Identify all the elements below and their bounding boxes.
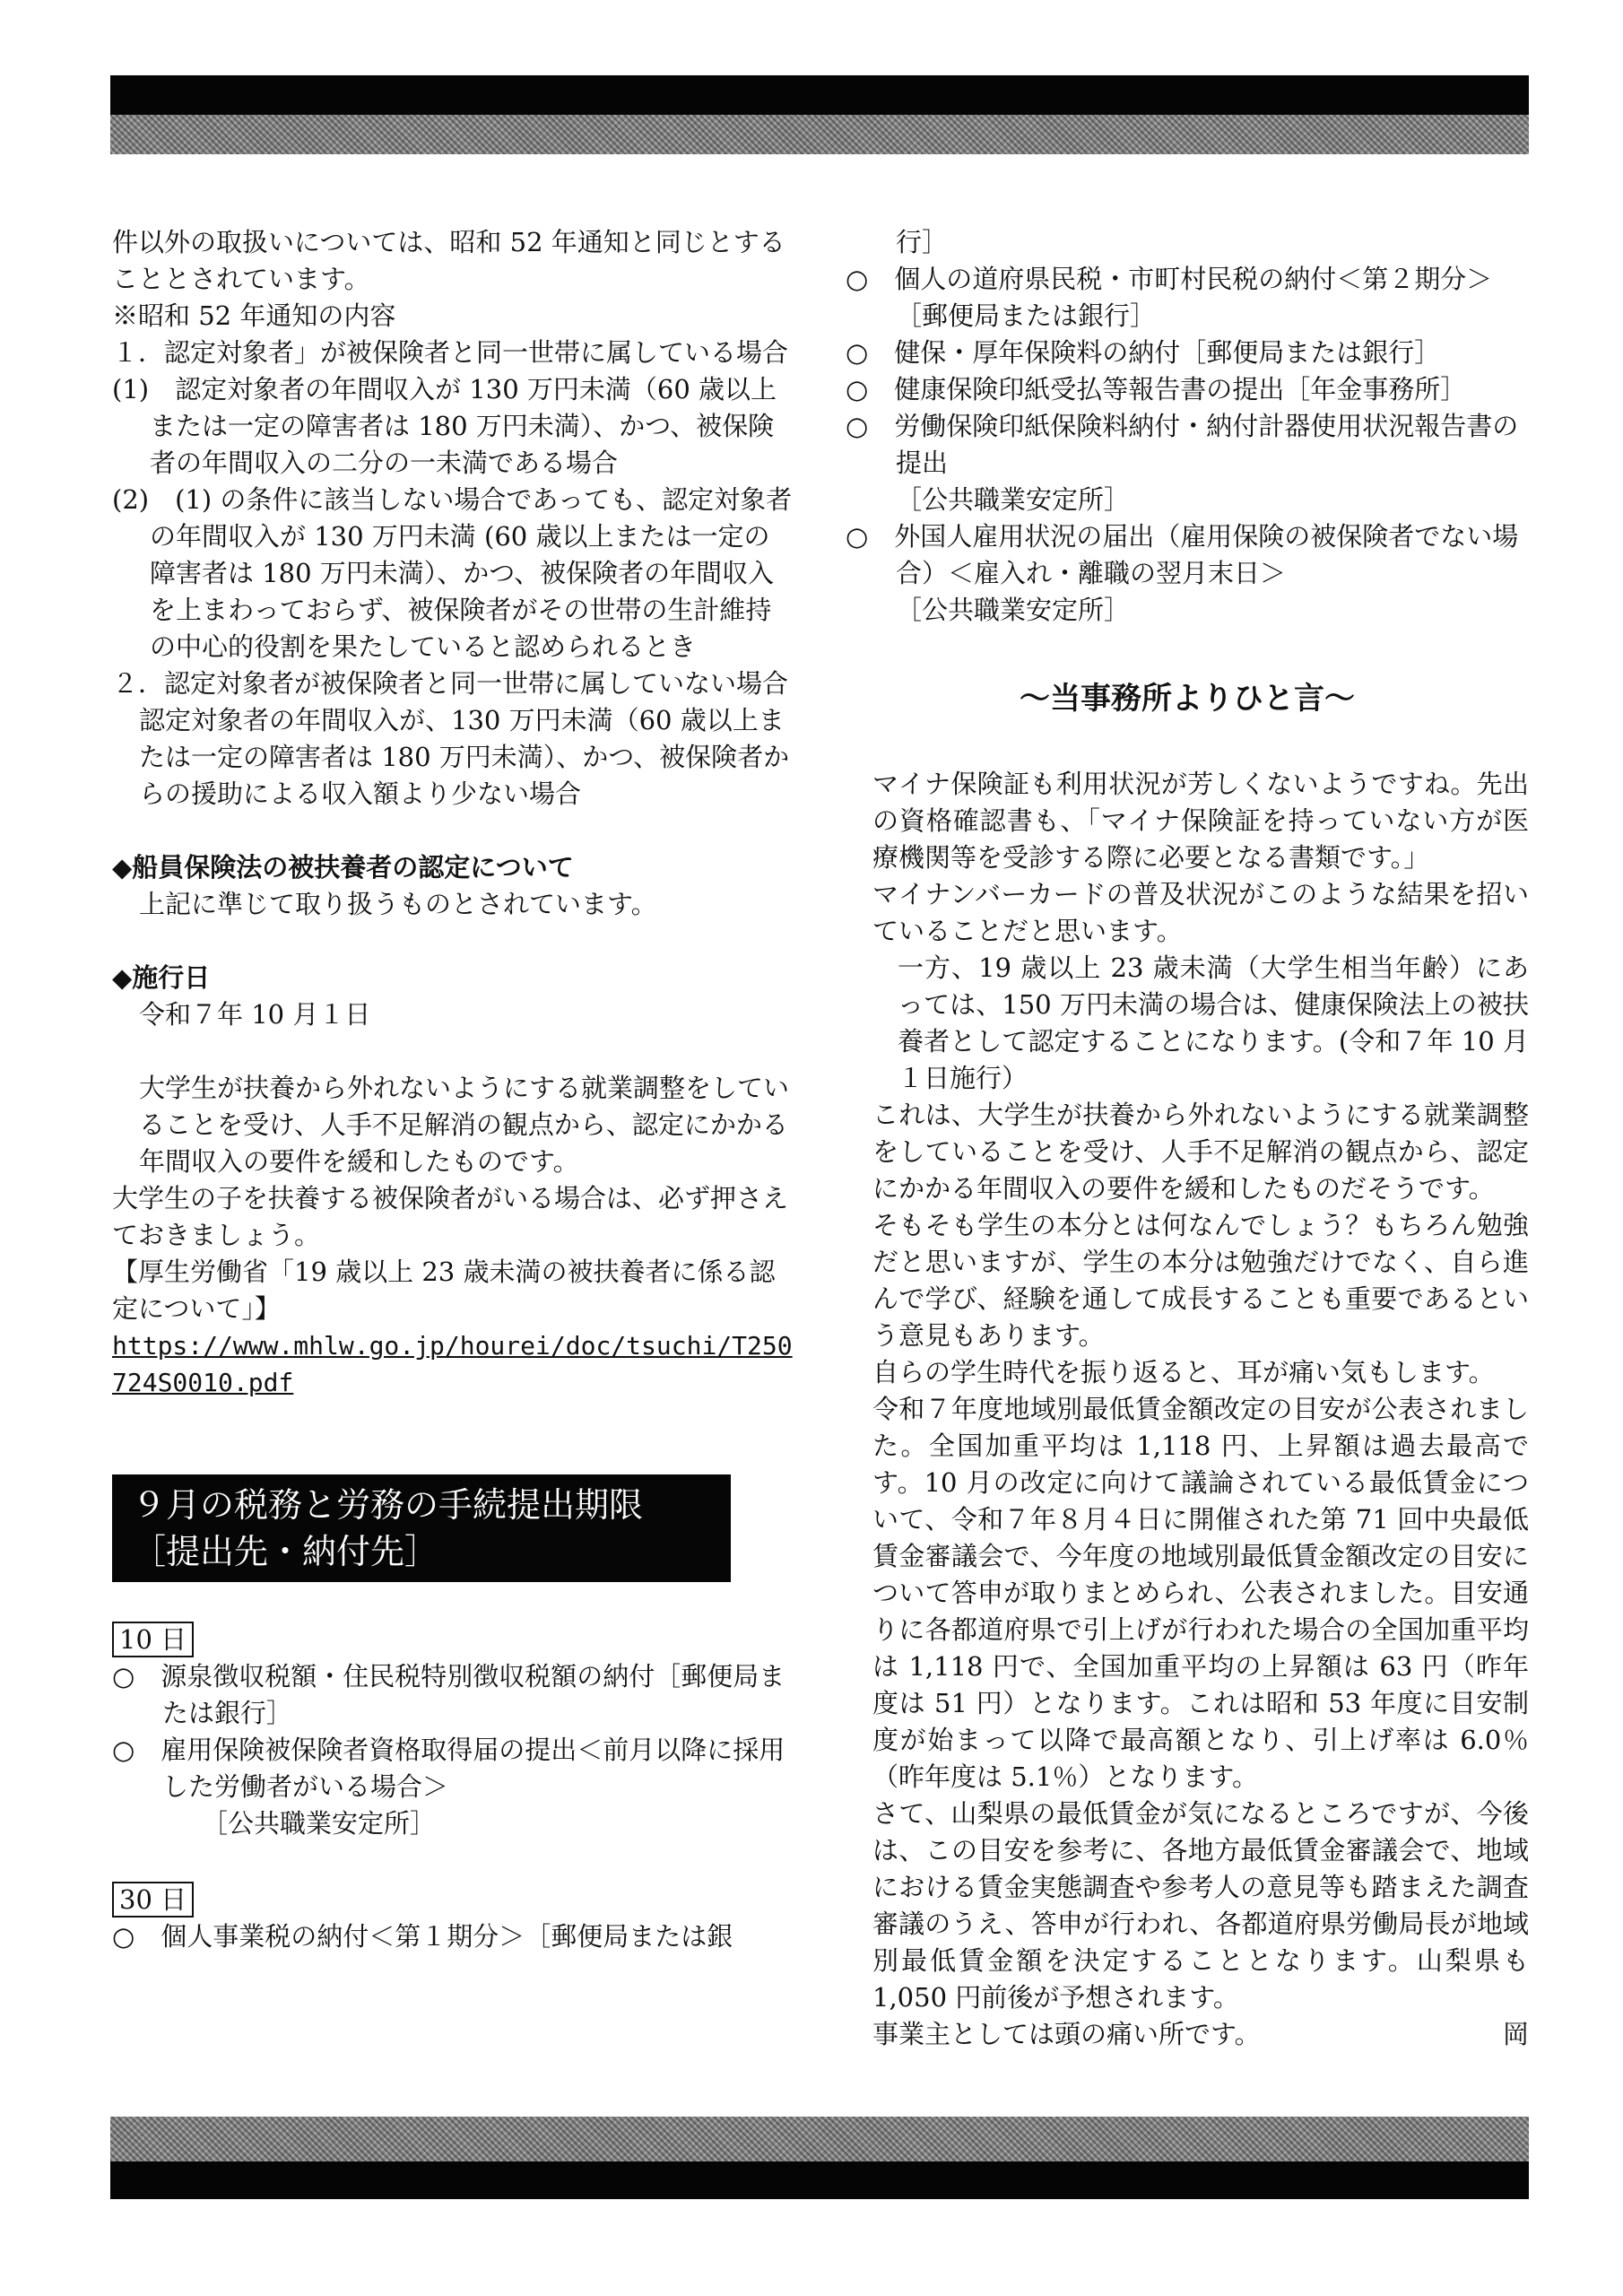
left-column xyxy=(112,224,794,1955)
deadline-item-30-1-continued: 行］ xyxy=(896,227,949,257)
footer-decorative-band xyxy=(110,2117,1529,2199)
closing-line xyxy=(846,2016,1529,2053)
seaman-insurance-heading: ◆船員保険法の被扶養者の認定について xyxy=(112,852,574,883)
condition-1-item-1: (1) 認定対象者の年間収入が 130 万円未満（60 歳以上または一定の障害者は 180 万円未満）、かつ、被保険者の年間収入の二分の一未満である場合 xyxy=(112,374,777,478)
header-band-dark-stripe xyxy=(110,75,1529,115)
closing-text: 事業主としては頭の痛い所です。 xyxy=(872,2019,1261,2049)
deadline-title-line-1: ９月の税務と労務の手続提出期限 xyxy=(132,1485,644,1525)
note-label: ※昭和 52 年通知の内容 xyxy=(112,300,396,331)
enforcement-date: 令和７年 10 月１日 xyxy=(139,999,371,1030)
deadline-item-30-6: ○ 外国人雇用状況の届出（雇用保険の被保険者でない場合）＜雇入れ・離職の翌月末日＞ xyxy=(846,521,1519,588)
message-paragraph-6: 自らの学生時代を振り返ると、耳が痛い気もします。 xyxy=(872,1357,1495,1387)
right-column xyxy=(846,224,1529,2053)
deadline-item-30-2: ○ 個人の道府県民税・市町村民税の納付＜第２期分＞［郵便局または銀行］ xyxy=(846,264,1493,331)
deadline-item-30-6-destination: ［公共職業安定所］ xyxy=(896,595,1131,625)
message-paragraph-3: 一方、19 歳以上 23 歳未満（大学生相当年齢）にあっては、150 万円未満の場合は、健康保険法上の被扶養者として認定することになります。(令和７年 10 月１日施行） xyxy=(898,952,1529,1093)
deadline-item-30-3: ○ 健保・厚年保険料の納付［郵便局または銀行］ xyxy=(846,337,1441,368)
message-paragraph-5: そもそも学生の本分とは何なんでしょう？もちろん勉強だと思いますが、学生の本分は勉強だけでなく、自ら進んで学び、経験を通して成長することも重要であるという意見もあります。 xyxy=(872,1210,1529,1351)
footer-band-dark-stripe xyxy=(110,2161,1529,2199)
summary-note: 大学生の子を扶養する被保険者がいる場合は、必ず押さえておきましょう。 xyxy=(112,1183,789,1250)
condition-1-heading: １．認定対象者」が被保険者と同一世帯に属している場合 xyxy=(112,337,789,368)
message-paragraph-4: これは、大学生が扶養から外れないようにする就業調整をしていることを受け、人手不足解消の観点から、認定にかかる年間収入の要件を緩和したものだそうです。 xyxy=(872,1100,1529,1204)
deadline-item-10-2: ○ 雇用保険被保険者資格取得届の提出＜前月以降に採用した労働者がいる場合＞ xyxy=(112,1735,785,1802)
deadline-item-30-4: ○ 健康保険印紙受払等報告書の提出［年金事務所］ xyxy=(846,374,1467,404)
message-paragraph-2: マイナンバーカードの普及状況がこのような結果を招いていることだと思います。 xyxy=(872,879,1529,946)
office-message-heading: ～当事務所よりひと言～ xyxy=(1020,681,1355,717)
left-paragraph-1: 件以外の取扱いについては、昭和 52 年通知と同じとすることとされています。 xyxy=(112,227,785,294)
deadline-section-title xyxy=(112,1474,731,1582)
message-paragraph-8: さて、山梨県の最低賃金が気になるところですが、今後は、この目安を参考に、各地方最低賃金審議会で、地域における賃金実態調査や参考人の意見等も踏まえた調査審議のうえ、答申が行われ、各都道府県労働局長が地域別最低賃金額を決定することとなります。山梨県も 1,050 円前後が予想されます。 xyxy=(872,1798,1529,2013)
date-box-30: 30 日 xyxy=(112,1882,194,1918)
deadline-item-30-5: ○ 労働保険印紙保険料納付・納付計器使用状況報告書の提出 xyxy=(846,411,1519,478)
header-decorative-band xyxy=(110,75,1529,154)
deadline-item-30-1: ○ 個人事業税の納付＜第１期分＞［郵便局または銀 xyxy=(112,1921,733,1952)
deadline-item-10-2-destination: ［公共職業安定所］ xyxy=(202,1808,437,1839)
enforcement-heading: ◆施行日 xyxy=(112,962,211,993)
deadline-title-line-2: ［提出先・納付先］ xyxy=(132,1532,439,1571)
deadline-item-10-1: ○ 源泉徴収税額・住民税特別徴収税額の納付［郵便局または銀行］ xyxy=(112,1661,785,1728)
condition-2-body: 認定対象者の年間収入が、130 万円未満（60 歳以上または一定の障害者は 180 万円未満）、かつ、被保険者からの援助による収入額より少ない場合 xyxy=(139,705,790,809)
reference-title: 【厚生労働省「19 歳以上 23 歳未満の被扶養者に係る認定について」】 xyxy=(112,1257,776,1324)
condition-2-heading: ２．認定対象者が被保険者と同一世帯に属していない場合 xyxy=(112,668,789,699)
message-paragraph-7: 令和７年度地域別最低賃金額改定の目安が公表されました。全国加重平均は 1,118 円、上昇額は過去最高です。10 月の改定に向けて議論されている最低賃金について、令和７年８月４日に開催された第 71 回中央最低賃金審議会で、今年度の地域別最低賃金額改定の目安について答申が取りまとめられ、公表されました。目安通りに各都道府県で引上げが行われた場合の全国加重平均は 1,118 円で、全国加重平均の上昇額は 63 円（昨年度は 51 円）となります。これは昭和 53 年度に目安制度が始まって以降で最高額となり、引上げ率は 6.0％（昨年度は 5.1％）となります。 xyxy=(872,1394,1529,1792)
author-signature: 岡 xyxy=(1502,2019,1529,2049)
condition-1-item-2: (2) (1) の条件に該当しない場合であっても、認定対象者の年間収入が 130 万円未満 (60 歳以上または一定の障害者は 180 万円未満）、かつ、被保険者の年間収入を上まわっておらず、被保険者がその世帯の生計維持の中心的役割を果たしていると認められるとき xyxy=(112,484,793,662)
date-box-10: 10 日 xyxy=(112,1622,194,1657)
reference-link[interactable]: https://www.mhlw.go.jp/hourei/doc/tsuchi/T250724S0010.pdf xyxy=(112,1331,793,1397)
deadline-item-30-5-destination: ［公共職業安定所］ xyxy=(896,484,1131,515)
summary-paragraph: 大学生が扶養から外れないようにする就業調整をしていることを受け、人手不足解消の観点から、認定にかかる年間収入の要件を緩和したものです。 xyxy=(139,1073,790,1177)
message-paragraph-1: マイナ保険証も利用状況が芳しくないようですね。先出の資格確認書も、「マイナ保険証を持っていない方が医療機関等を受診する際に必要となる書類です。」 xyxy=(872,769,1529,873)
seaman-insurance-body: 上記に準じて取り扱うものとされています。 xyxy=(139,889,657,919)
